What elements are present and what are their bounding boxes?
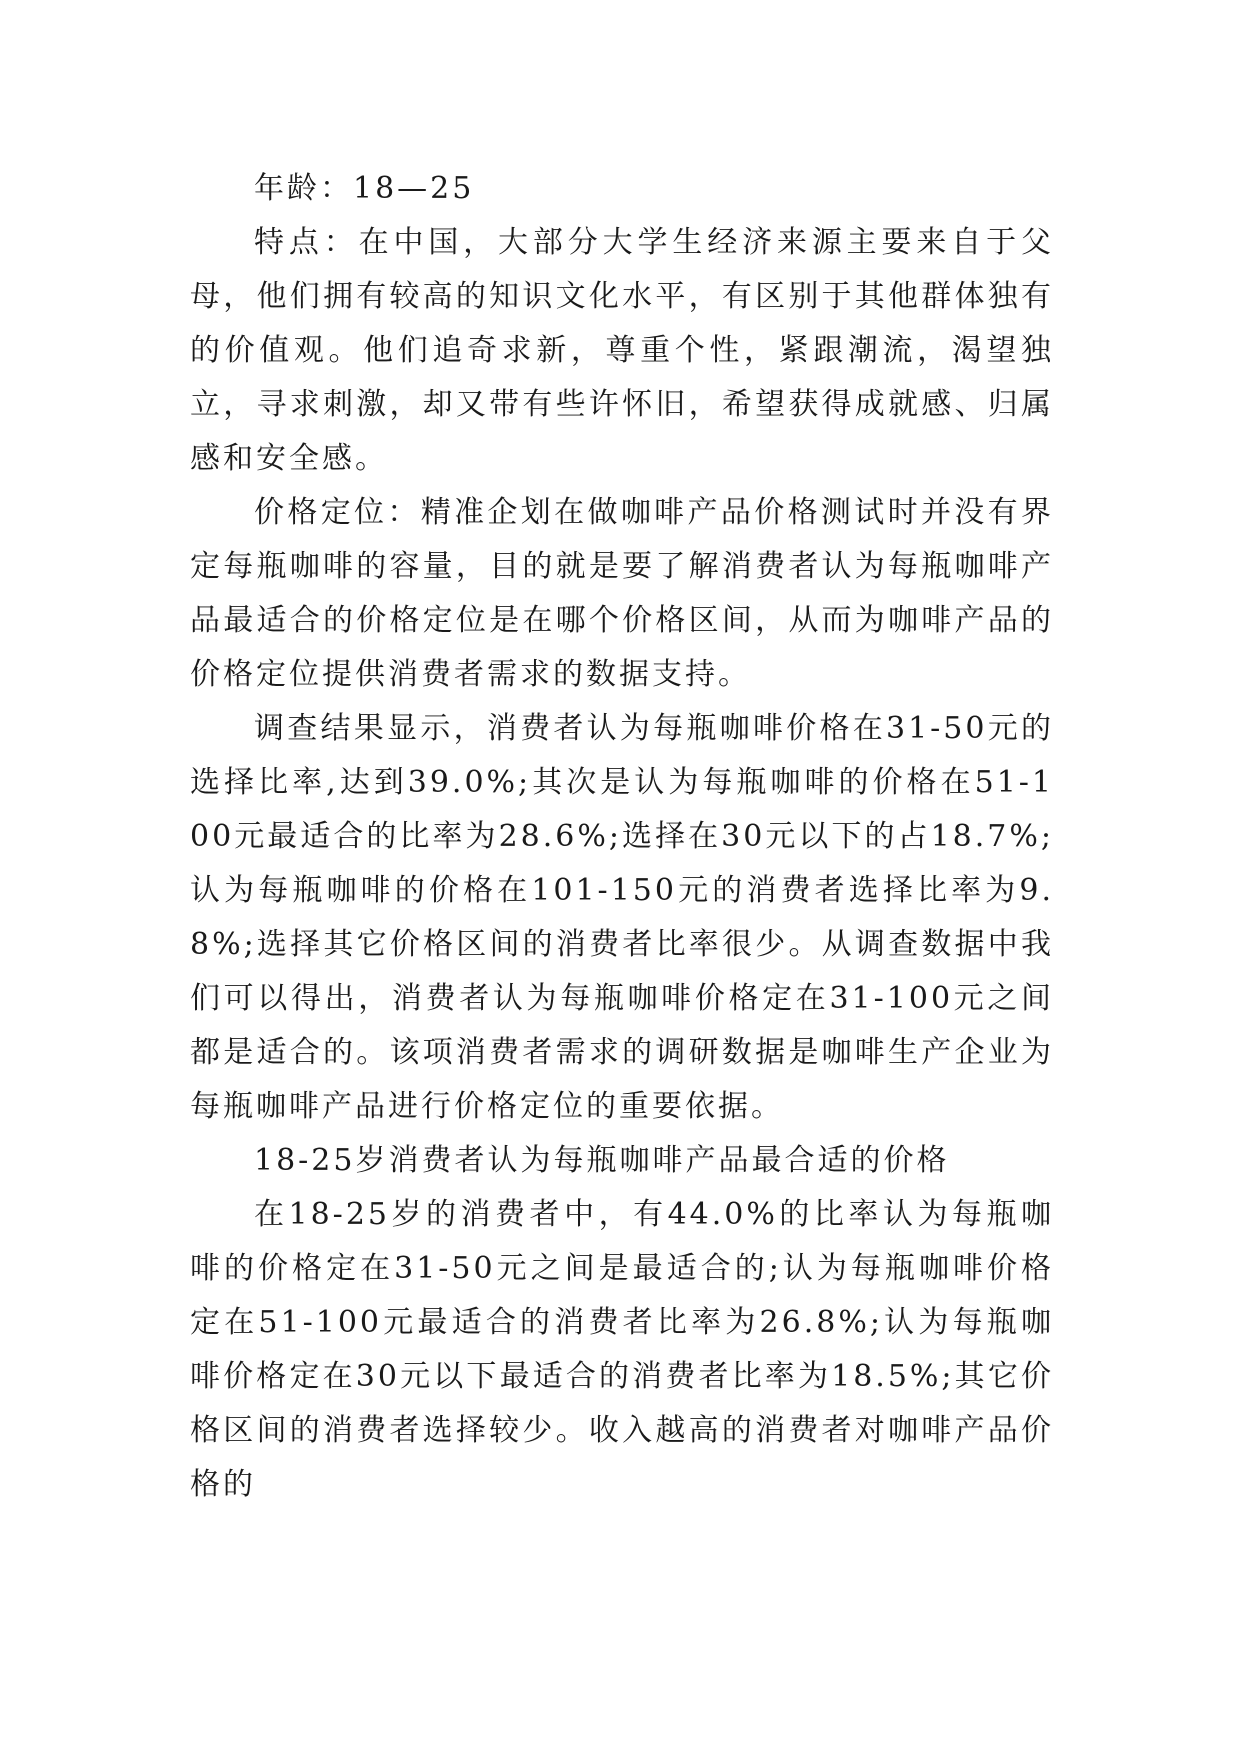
- document-body: [190, 162, 1054, 1512]
- paragraph-age-group-results: 在18-25岁的消费者中，有44.0%的比率认为每瓶咖啡的价格定在31-50元之间是最适合的;认为每瓶咖啡价格定在51-100元最适合的消费者比率为26.8%;认为每瓶咖啡价格定在30元以下最适合的消费者比率为18.5%;其它价格区间的消费者选择较少。收入越高的消费者对咖啡产品价格的: [190, 1197, 1054, 1502]
- paragraph-price-positioning: 价格定位：精准企划在做咖啡产品价格测试时并没有界定每瓶咖啡的容量，目的就是要了解消费者认为每瓶咖啡产品最适合的价格定位是在哪个价格区间，从而为咖啡产品的价格定位提供消费者需求的数据支持。: [190, 495, 1054, 692]
- paragraph-age: 年龄：18—25: [254, 171, 475, 206]
- paragraph-survey-results: 调查结果显示，消费者认为每瓶咖啡价格在31-50元的选择比率,达到39.0%;其次是认为每瓶咖啡的价格在51-100元最适合的比率为28.6%;选择在30元以下的占18.7%;认为每瓶咖啡的价格在101-150元的消费者选择比率为9.8%;选择其它价格区间的消费者比率很少。从调查数据中我们可以得出，消费者认为每瓶咖啡价格定在31-100元之间都是适合的。该项消费者需求的调研数据是咖啡生产企业为每瓶咖啡产品进行价格定位的重要依据。: [190, 711, 1054, 1124]
- paragraph-section-heading: 18-25岁消费者认为每瓶咖啡产品最合适的价格: [254, 1143, 950, 1178]
- paragraph-characteristics: 特点：在中国，大部分大学生经济来源主要来自于父母，他们拥有较高的知识文化水平，有区别于其他群体独有的价值观。他们追奇求新，尊重个性，紧跟潮流，渴望独立，寻求刺激，却又带有些许怀旧，希望获得成就感、归属感和安全感。: [190, 225, 1054, 476]
